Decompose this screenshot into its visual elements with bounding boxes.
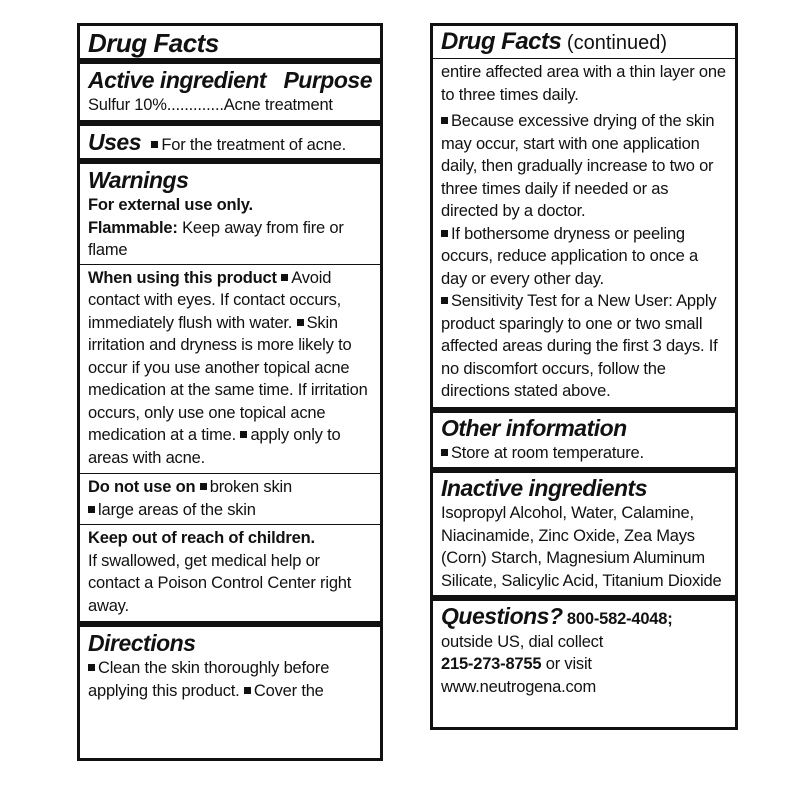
questions-heading: Questions? <box>441 603 563 629</box>
uses-heading: Uses <box>88 128 141 155</box>
leader-dots: ............. <box>166 96 224 114</box>
inactive-ingredients-section <box>433 467 735 595</box>
do-not-use-item-1: broken skin <box>209 478 292 496</box>
active-ingredient-row <box>88 94 372 117</box>
when-using-section <box>80 264 380 474</box>
flammable-text: Keep away from fire or flame <box>88 218 344 259</box>
drug-facts-title-continued: Drug Facts <box>441 28 562 55</box>
when-using-item-3: apply only to areas with acne. <box>88 426 341 467</box>
questions-section <box>433 595 735 701</box>
or-visit-text: or visit <box>541 655 592 673</box>
directions-cover-text: Cover the <box>253 681 324 700</box>
directions-continued-section <box>433 58 735 407</box>
outside-us-text: outside US, dial collect <box>441 632 604 651</box>
inactive-ingredients-text: Isopropyl Alcohol, Water, Calamine, Niacinamide, Zinc Oxide, Zea Mays (Corn) Starch, Magnesium Aluminum Silicate, Salicylic Acid, Titanium Dioxide <box>441 504 722 590</box>
when-using-item-2: Skin irritation and dryness is more likely to occur if you use another topical acne medication at the same time. If irritation occurs, only use one topical acne medication at a time. <box>88 313 368 444</box>
do-not-use-section <box>80 473 380 524</box>
warnings-section <box>80 158 380 264</box>
drying-text: Because excessive drying of the skin may occur, start with one application daily, then gradually increase to two or three times daily if needed or as directed by a doctor. <box>441 112 715 220</box>
continued-label: (continued) <box>561 32 667 54</box>
other-information-text: Store at room temperature. <box>451 443 644 462</box>
collect-phone: 215-273-8755 <box>441 655 542 673</box>
uses-section <box>80 120 380 159</box>
drug-facts-continued-header <box>433 26 735 58</box>
bullet-icon <box>244 687 251 694</box>
drug-facts-panel-right <box>430 23 738 730</box>
bullet-icon <box>151 141 158 148</box>
active-ingredient-section <box>80 58 380 120</box>
warnings-heading: Warnings <box>88 167 189 193</box>
bullet-icon <box>88 664 95 671</box>
keep-out-section <box>80 524 380 621</box>
directions-continued-text: entire affected area with a thin layer one to three times daily. <box>441 63 726 104</box>
keep-out-text: If swallowed, get medical help or contact a Poison Control Center right away. <box>88 551 352 615</box>
keep-out-label: Keep out of reach of children. <box>88 529 315 547</box>
external-use-text: For external use only. <box>88 196 253 214</box>
bullet-icon <box>441 449 448 456</box>
bullet-icon <box>441 230 448 237</box>
bullet-icon <box>200 483 207 490</box>
bullet-icon <box>281 274 288 281</box>
directions-section <box>80 621 380 702</box>
directions-text: Clean the skin thoroughly before applying this product. <box>88 659 330 700</box>
drug-facts-panel-left <box>77 23 383 761</box>
dryness-text: If bothersome dryness or peeling occurs, reduce application to once a day or every other day. <box>441 224 698 288</box>
directions-heading: Directions <box>88 630 196 656</box>
bullet-icon <box>297 319 304 326</box>
drug-facts-title: Drug Facts <box>88 28 219 58</box>
do-not-use-item-2: large areas of the skin <box>98 500 256 519</box>
inactive-ingredients-heading: Inactive ingredients <box>441 475 648 501</box>
do-not-use-label: Do not use on <box>88 478 196 496</box>
bullet-icon <box>441 297 448 304</box>
bullet-icon <box>441 117 448 124</box>
sensitivity-text: Sensitivity Test for a New User: Apply product sparingly to one or two small affected areas during the first 3 days. If no discomfort occurs, follow the directions stated above. <box>441 292 718 400</box>
drug-facts-header <box>80 26 380 58</box>
when-using-item-1: Avoid contact with eyes. If contact occurs, immediately flush with water. <box>88 268 342 332</box>
purpose-heading: Purpose <box>283 67 372 93</box>
other-information-section <box>433 407 735 468</box>
bullet-icon <box>240 431 247 438</box>
uses-text: For the treatment of acne. <box>161 135 347 154</box>
active-ingredient-heading: Active ingredient <box>88 67 267 93</box>
website-text: www.neutrogena.com <box>441 677 597 696</box>
flammable-label: Flammable: <box>88 218 178 237</box>
ingredient-purpose: Acne treatment <box>223 96 333 114</box>
ingredient-name: Sulfur 10% <box>88 96 167 114</box>
bullet-icon <box>88 506 95 513</box>
questions-phone: 800-582-4048; <box>562 610 673 628</box>
when-using-label: When using this product <box>88 268 277 287</box>
other-information-heading: Other information <box>441 414 627 441</box>
